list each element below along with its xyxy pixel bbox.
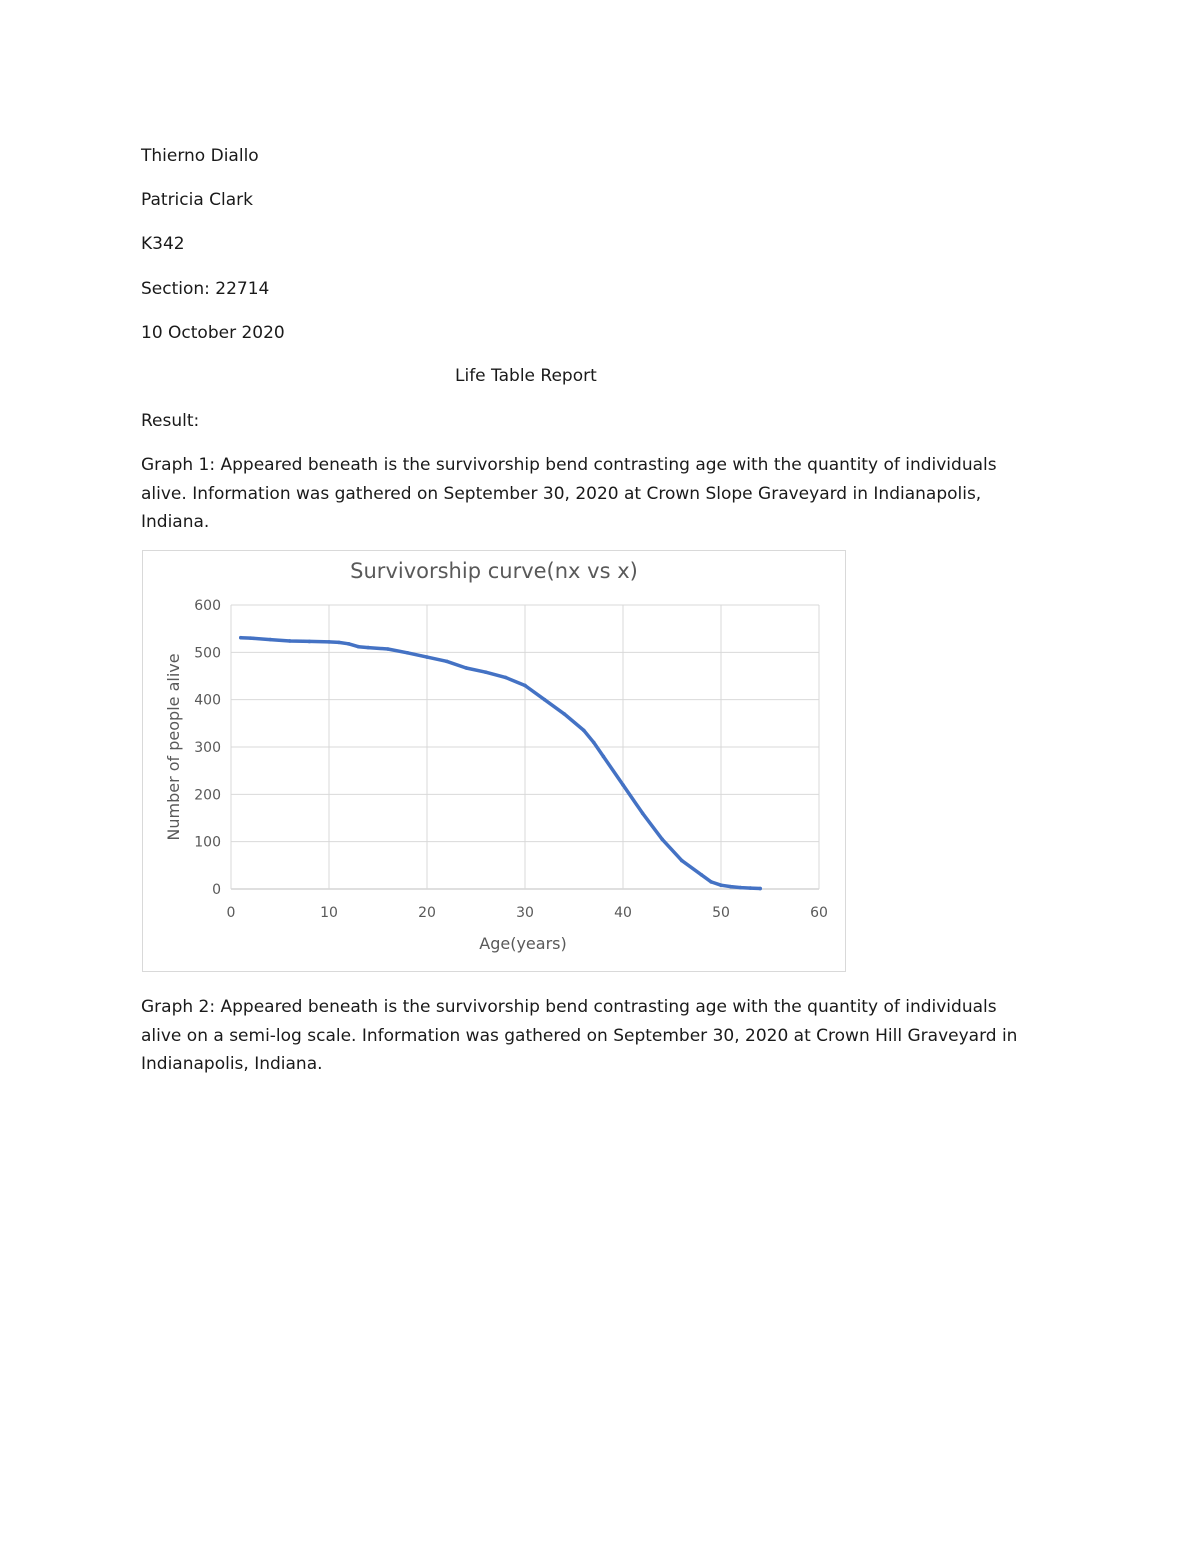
data-point	[729, 885, 733, 889]
data-point	[239, 636, 243, 640]
y-tick-label: 0	[212, 882, 221, 898]
report-title: Life Table Report	[455, 366, 597, 386]
y-axis-label: Number of people alive	[164, 653, 183, 841]
data-point	[700, 873, 704, 877]
section-number: Section: 22714	[141, 279, 270, 299]
y-tick-label: 600	[194, 598, 221, 614]
report-date: 10 October 2020	[141, 323, 285, 343]
data-point	[592, 740, 596, 744]
course-code: K342	[141, 234, 185, 254]
data-point	[504, 676, 508, 680]
data-point	[543, 698, 547, 702]
x-axis-label: Age(years)	[479, 934, 567, 953]
data-point	[464, 666, 468, 670]
y-tick-label: 100	[194, 834, 221, 851]
x-tick-label: 60	[810, 905, 828, 921]
y-tick-label: 200	[194, 787, 221, 804]
chart-svg	[143, 551, 845, 971]
student-name: Thierno Diallo	[141, 146, 259, 166]
y-tick-label: 300	[194, 740, 221, 756]
x-tick-label: 20	[418, 905, 436, 921]
data-point	[621, 783, 625, 787]
graph2-caption: Graph 2: Appeared beneath is the survivorship bend contrasting age with the quantity of individuals alive on a semi-log scale. Information was gathered on September 30, 2020 at Crown Hill Graveyard in Indianapolis, Indiana.	[141, 997, 1018, 1074]
instructor-name: Patricia Clark	[141, 190, 254, 210]
data-point	[357, 645, 361, 649]
data-point	[249, 636, 253, 640]
data-point	[425, 655, 429, 659]
graph1-caption: Graph 1: Appeared beneath is the survivorship bend contrasting age with the quantity of individuals alive. Information was gathered on September 30, 2020 at Crown Slope Graveyard in Indianapolis, Indiana.	[141, 455, 997, 532]
data-point	[347, 642, 351, 646]
series-line	[241, 638, 760, 889]
result-label: Result:	[141, 411, 200, 431]
data-point	[660, 838, 664, 842]
data-point	[288, 639, 292, 643]
data-point	[406, 651, 410, 655]
y-tick-label: 400	[194, 692, 221, 709]
x-tick-label: 0	[226, 905, 236, 921]
data-point	[308, 640, 312, 644]
data-point	[268, 638, 272, 642]
chart-title: Survivorship curve(nx vs x)	[350, 559, 638, 583]
data-point	[749, 886, 753, 890]
data-point	[327, 640, 331, 644]
data-point	[719, 883, 723, 887]
data-point	[484, 670, 488, 674]
x-tick-label: 30	[516, 905, 534, 921]
data-point	[445, 660, 449, 664]
data-point	[641, 811, 645, 815]
data-point	[709, 880, 713, 884]
data-point	[758, 887, 762, 891]
data-point	[680, 859, 684, 863]
data-point	[562, 712, 566, 716]
data-point	[602, 755, 606, 759]
data-point	[739, 886, 743, 890]
x-tick-label: 50	[712, 905, 730, 921]
y-tick-label: 500	[194, 645, 221, 662]
survivorship-chart	[142, 550, 846, 972]
x-tick-label: 10	[320, 905, 338, 921]
data-point	[582, 729, 586, 733]
data-point	[523, 684, 527, 688]
data-point	[366, 646, 370, 650]
data-point	[386, 647, 390, 651]
data-point	[337, 641, 341, 645]
x-tick-label: 40	[614, 905, 632, 921]
